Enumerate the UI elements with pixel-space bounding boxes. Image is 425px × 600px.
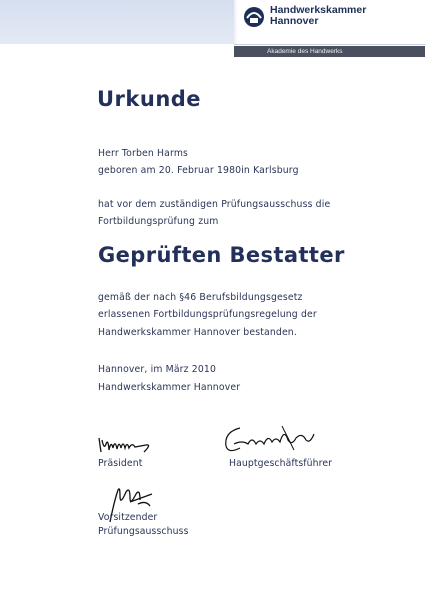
chair-caption-line1: Vorsitzender	[98, 512, 158, 523]
org-name-line2: Hannover	[270, 15, 319, 27]
birth-info: geboren am 20. Februar 1980in Karlsburg	[98, 165, 299, 176]
exam-text-line1: hat vor dem zuständigen Prüfungsausschuss die	[98, 199, 331, 210]
managing-director-caption: Hauptgeschäftsführer	[229, 458, 333, 469]
academy-label: Akademie des Handwerks	[267, 48, 343, 55]
recipient-name: Herr Torben Harms	[98, 148, 189, 159]
issuer: Handwerkskammer Hannover	[98, 382, 241, 393]
logo-text	[270, 5, 366, 27]
qualification-title: Geprüften Bestatter	[98, 243, 345, 267]
header-shade	[0, 0, 234, 44]
managing-director-signature	[222, 422, 322, 458]
chair-caption-line2: Prüfungsausschuss	[98, 526, 189, 537]
regulation-line1: gemäß der nach §46 Berufsbildungsgesetz	[98, 292, 303, 303]
regulation-line2: erlassenen Fortbildungsprüfungsregelung der	[98, 309, 317, 320]
certificate-title: Urkunde	[97, 87, 202, 111]
regulation-line3: Handwerkskammer Hannover bestanden.	[98, 327, 297, 338]
org-name-line1: Handwerkskammer	[270, 4, 367, 16]
president-signature	[96, 430, 156, 460]
academy-bar	[234, 46, 425, 57]
logo	[243, 5, 366, 28]
president-caption: Präsident	[98, 458, 143, 469]
hwk-logo-icon	[243, 6, 265, 28]
place-date: Hannover, im März 2010	[98, 364, 217, 375]
exam-text-line2: Fortbildungsprüfung zum	[98, 216, 219, 227]
header-divider	[234, 44, 425, 45]
